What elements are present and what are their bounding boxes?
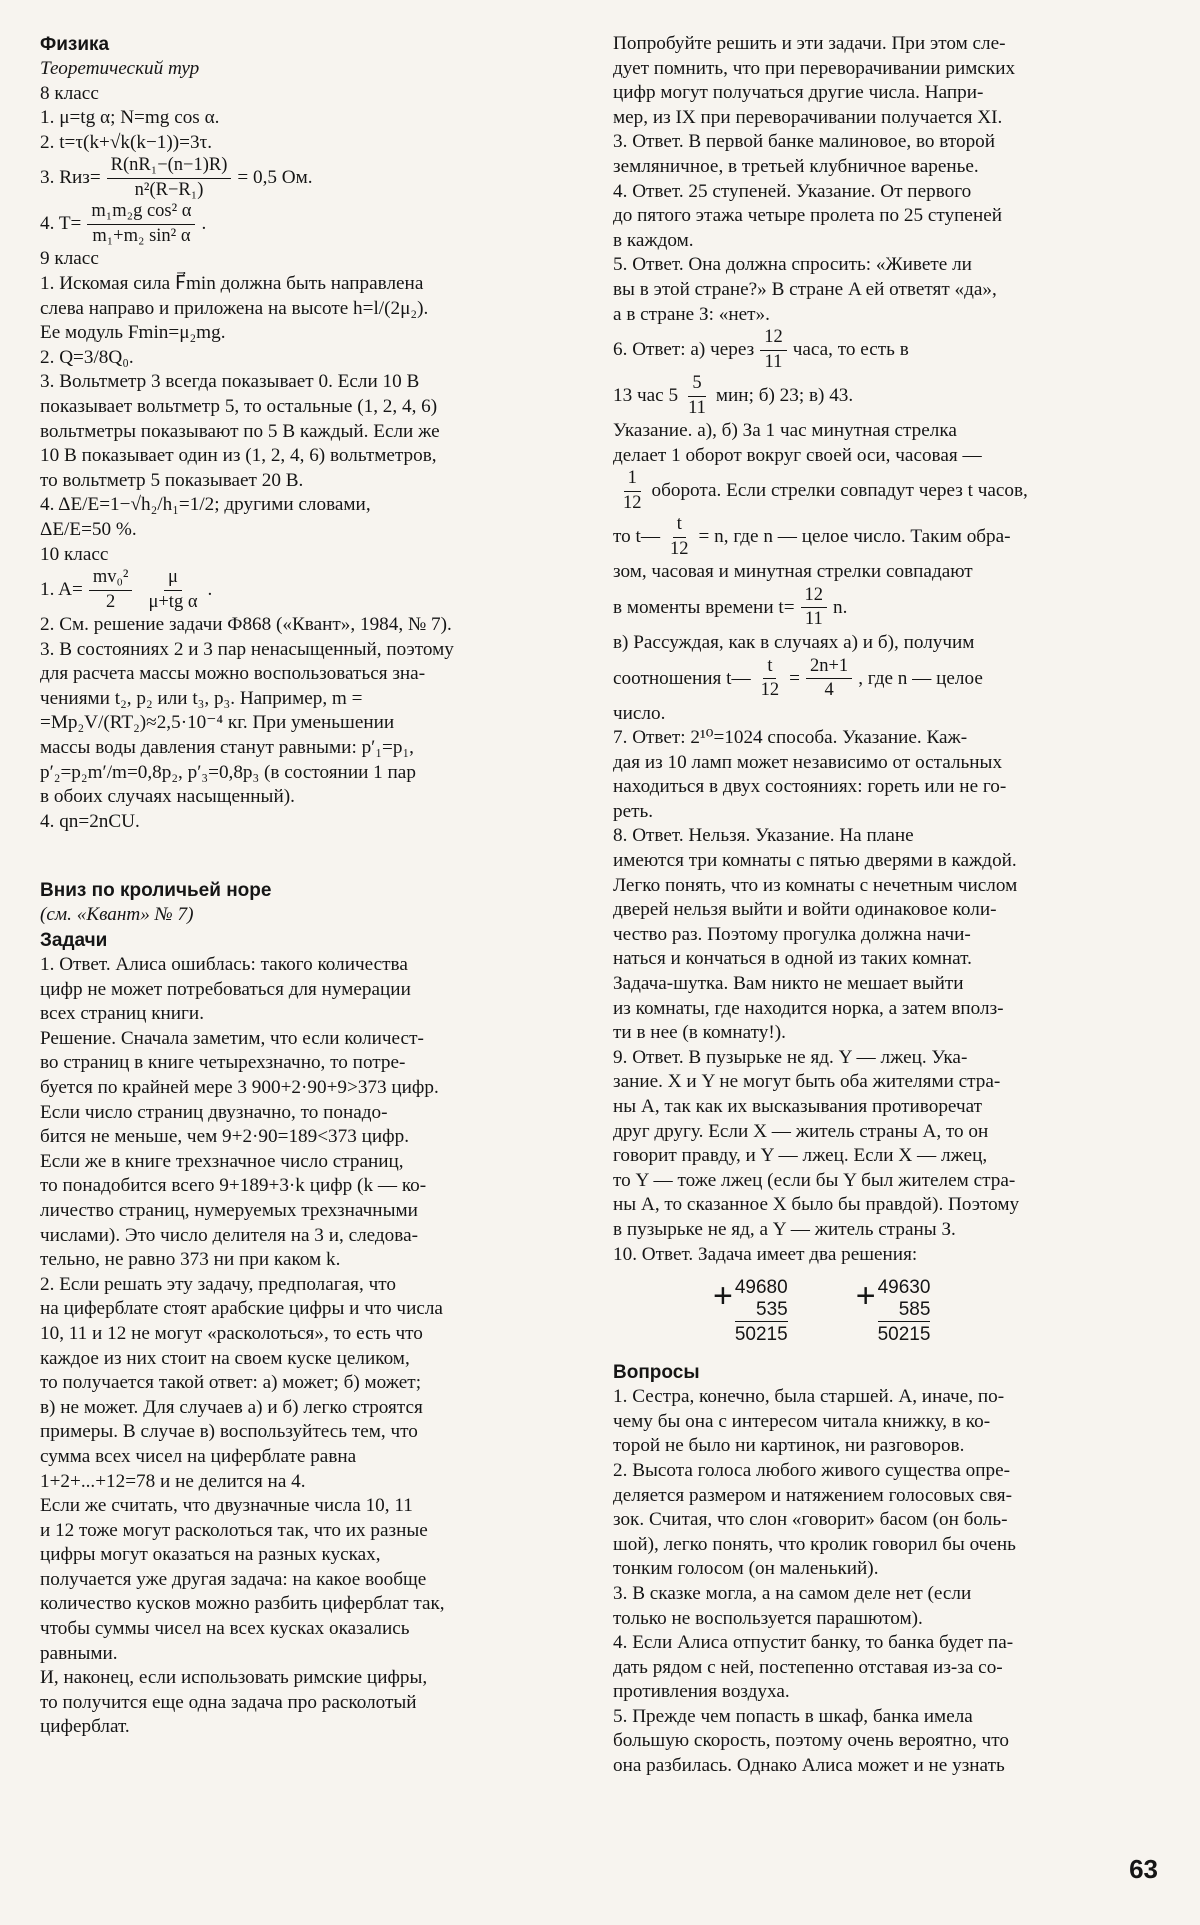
article-title: Вниз по кроличьей норе (40, 880, 272, 902)
text-line: в) Рассуждая, как в случаях а) и б), получим (613, 631, 975, 653)
spacer (613, 1267, 1153, 1277)
text-line: 8. Ответ. Нельзя. Указание. На плане (613, 825, 914, 847)
text-line: И, наконец, если использовать римские цифры, (40, 1667, 428, 1689)
text-line: 1+2+...+12=78 и не делится на 4. (40, 1470, 306, 1492)
denominator: n²(R−R₁) (134, 179, 204, 200)
formula (40, 567, 578, 613)
text-line: 5. Ответ. Она должна спросить: «Живете ли (613, 254, 972, 276)
fraction (87, 202, 195, 246)
fraction (666, 515, 693, 559)
text-line: 4. ΔE/E=1−√h₂/h₁=1/2; другими словами, (40, 494, 371, 516)
text-line: то получается такой ответ: а) может; б) может; (40, 1372, 422, 1394)
text-line: и 12 тоже могут расколоться так, что их разные (40, 1519, 428, 1541)
addition-column (713, 1277, 788, 1346)
formula-text: часа, то есть в (792, 339, 909, 361)
text-line: 1. μ=tg α; N=mg cos α. (40, 107, 220, 129)
grade-heading: 9 класс (40, 248, 99, 270)
text-line: 1. Ответ. Алиса ошиблась: такого количества (40, 954, 408, 976)
denominator: 12 (760, 680, 780, 700)
denominator: 12 (623, 492, 642, 513)
text-line: цифры могут оказаться на разных кусках, (40, 1544, 381, 1566)
text-line: только не воспользуется парашютом). (613, 1607, 923, 1629)
addition-examples (713, 1277, 1153, 1346)
formula-text: мин; б) 23; в) 43. (715, 385, 854, 407)
denominator: m₁+m₂ sin² α (92, 225, 191, 246)
text-line: 2. Q=3/8Q₀. (40, 346, 134, 368)
numerator: m₁m₂g cos² α (87, 202, 195, 224)
text-line: слева направо и приложена на высоте h=l/(2μ₂). (40, 297, 429, 319)
formula-text: = (789, 667, 800, 689)
formula-text: соотношения t— (613, 667, 751, 689)
text-line: Решение. Сначала заметим, что если количест- (40, 1027, 424, 1049)
text-line: 3. Вольтметр 3 всегда показывает 0. Если 10 В (40, 371, 420, 393)
formula (40, 155, 578, 201)
formula-text: оборота. Если стрелки совпадут через t часов, (651, 480, 1028, 502)
text-line: 3. В состояниях 2 и 3 пар ненасыщенный, поэтому (40, 638, 454, 660)
formula-text: . (201, 213, 207, 235)
subsection-title: Вопросы (613, 1362, 700, 1384)
numerator: R(nR₁−(n−1)R) (107, 156, 232, 178)
formula-text: 6. Ответ: а) через (613, 339, 755, 361)
text-line: 3. В сказке могла, а на самом деле нет (если (613, 1582, 972, 1604)
numerator: 5 (688, 374, 705, 396)
text-line: Если же в книге трехзначное число страниц, (40, 1150, 404, 1172)
text-line: в каждом. (613, 229, 694, 251)
denominator: 11 (764, 351, 783, 372)
text-line: она разбилась. Однако Алиса может и не узнать (613, 1755, 1005, 1777)
text-line: 1. Сестра, конечно, была старшей. А, иначе, по- (613, 1386, 1005, 1408)
section-subtitle: Теоретический тур (40, 58, 200, 79)
text-line: большую скорость, поэтому очень вероятно, что (613, 1730, 1009, 1752)
fraction (806, 657, 852, 701)
denominator: 11 (688, 397, 706, 418)
formula (613, 585, 1153, 631)
text-line: зание. X и Y не могут быть оба жителями стра- (613, 1071, 1001, 1093)
grade-heading: 8 класс (40, 82, 99, 104)
plus-sign: + (713, 1277, 733, 1316)
text-line: 10, 11 и 12 не могут «расколоться», то есть что (40, 1322, 423, 1344)
text-line: 1. Искомая сила F⃗min должна быть направлена (40, 272, 424, 294)
text-line: 10. Ответ. Задача имеет два решения: (613, 1243, 918, 1265)
text-line: вы в этой стране?» В стране A ей ответят «да», (613, 278, 997, 300)
formula (613, 373, 1153, 419)
text-line: циферблат. (40, 1716, 130, 1738)
text-line: то вольтметр 5 показывает 20 В. (40, 469, 304, 491)
numerator: t (763, 657, 776, 679)
text-line: делает 1 оборот вокруг своей оси, часовая — (613, 444, 982, 466)
spacer (613, 1346, 1153, 1360)
text-line: получается уже другая задача: на какое вообще (40, 1568, 427, 1590)
formula-text: n. (833, 596, 848, 618)
formula-text: = 0,5 Ом. (237, 167, 313, 189)
text-line: чтобы суммы чисел на всех кусках оказались (40, 1618, 410, 1640)
numerator: 12 (760, 328, 787, 350)
text-line: числами). Это число делителя на 3 и, следова- (40, 1224, 418, 1246)
text-line: для расчета массы можно воспользоваться зна- (40, 663, 426, 685)
spacer (40, 834, 578, 878)
text-line: 10 В показывает один из (1, 2, 4, 6) вольтметров, (40, 445, 437, 467)
text-line: 2. См. решение задачи Ф868 («Квант», 1984, № 7). (40, 614, 452, 636)
text-line: то понадобится всего 9+189+3·k цифр (k — ко- (40, 1175, 427, 1197)
text-line: противления воздуха. (613, 1681, 790, 1703)
fraction (801, 586, 828, 630)
fraction (619, 469, 646, 513)
text-line: сумма всех чисел на циферблате равна (40, 1445, 357, 1467)
formula-text: 1. A= (40, 579, 83, 601)
text-line: торой не было ни картинок, ни разговоров. (613, 1435, 965, 1457)
denominator: 2 (106, 591, 116, 612)
formula-text: , где n — целое (858, 667, 983, 689)
text-line: чему бы она с интересом читала книжку, в ко- (613, 1410, 991, 1432)
text-line: показывает вольтметр 5, то остальные (1, 2, 4, 6) (40, 395, 438, 417)
formula-text: . (207, 579, 213, 601)
text-line: буется по крайней мере 3 900+2·90+9>373 цифр. (40, 1077, 439, 1098)
text-line: число. (613, 702, 666, 724)
formula-text: 3. Rиз= (40, 167, 101, 189)
formula-text: = n, где n — целое число. Таким обра- (698, 526, 1011, 548)
text-line: дая из 10 ламп может независимо от остальных (613, 751, 1003, 773)
text-line: то получится еще одна задача про расколотый (40, 1691, 417, 1713)
text-line: цифр не может потребоваться для нумерации (40, 978, 411, 1000)
plus-sign: + (855, 1277, 876, 1316)
section-title: Физика (40, 34, 110, 55)
text-line: реть. (613, 800, 654, 822)
numerator: μ (164, 568, 182, 590)
denominator: 11 (804, 609, 823, 630)
fraction (684, 374, 710, 418)
grade-heading: 10 класс (40, 543, 109, 565)
text-line: 4. qn=2nCU. (40, 810, 140, 832)
fraction (107, 156, 232, 200)
text-line: дверей нельзя выйти и войти одинаковое коли- (613, 899, 997, 921)
sum-result: 50215 (735, 1321, 788, 1346)
text-line: Ее модуль Fmin=μ₂mg. (40, 322, 226, 344)
formula-text: 13 час 5 (613, 385, 679, 407)
text-line: до пятого этажа четыре пролета по 25 ступеней (613, 205, 1002, 227)
formula-text: то t— (613, 526, 661, 548)
text-line: друг другу. Если X — житель страны A, то он (613, 1120, 989, 1142)
article-reference: (см. «Квант» № 7) (40, 904, 194, 926)
text-line: 4. Ответ. 25 ступеней. Указание. От первого (613, 180, 972, 202)
addition-rows (878, 1277, 931, 1346)
text-line: всех страниц книги. (40, 1003, 204, 1025)
formula (613, 514, 1153, 560)
formula-text: 4. T= (40, 213, 82, 235)
denominator: μ+tg α (148, 591, 198, 612)
text-line: примеры. В случае в) воспользуйтесь тем, что (40, 1421, 418, 1443)
numerator: 1 (624, 469, 641, 491)
fraction (760, 328, 787, 372)
text-line: в) не может. Для случаев а) и б) легко строятся (40, 1396, 423, 1418)
sum-result: 50215 (878, 1321, 931, 1346)
denominator: 12 (670, 538, 689, 559)
text-line: ти в нее (в комнату!). (613, 1022, 786, 1044)
text-line: Легко понять, что из комнаты с нечетным числом (613, 874, 1018, 896)
text-line: 4. Если Алиса отпустит банку, то банка будет па- (613, 1632, 1014, 1654)
text-line: =Mp₂V/(RT₂)≈2,5·10⁻⁴ кг. При уменьшении (40, 712, 395, 734)
text-line: ны A, то сказанное X было бы правдой). Поэтому (613, 1194, 1020, 1216)
text-line: количество кусков можно разбить циферблат так, (40, 1593, 445, 1615)
fraction (757, 657, 784, 701)
text-line: шой), легко понять, что кролик говорил бы очень (613, 1533, 1016, 1555)
text-line: 7. Ответ: 2¹⁰=1024 способа. Указание. Каж- (613, 727, 968, 749)
addend: 535 (756, 1299, 788, 1321)
addend: 49630 (877, 1277, 931, 1299)
text-line: тельно, не равно 373 ни при каком k. (40, 1249, 341, 1271)
text-line: 3. Ответ. В первой банке малиновое, во второй (613, 131, 996, 153)
text-line: 9. Ответ. В пузырьке не яд. Y — лжец. Ука- (613, 1046, 968, 1068)
text-line: равными. (40, 1642, 118, 1664)
text-line: личество страниц, нумеруемых трехзначными (40, 1199, 418, 1221)
formula-text: в моменты времени t= (613, 596, 795, 618)
fraction (89, 568, 133, 612)
text-line: то Y — тоже лжец (если бы Y был жителем стра- (613, 1169, 1016, 1191)
text-line: находиться в двух состояниях: гореть или не го- (613, 776, 1007, 798)
text-line: земляничное, в третьей клубничное варенье. (613, 155, 979, 177)
text-line: 5. Прежде чем попасть в шкаф, банка имела (613, 1705, 973, 1727)
left-column (40, 32, 578, 1740)
numerator: t (673, 515, 686, 537)
numerator: 2n+1 (806, 657, 852, 679)
formula (613, 468, 1153, 514)
text-line: p′₂=p₂m′/m=0,8p₂, p′₃=0,8p₃ (в состоянии 1 пар (40, 761, 416, 783)
text-line: тонким голосом (он маленький). (613, 1558, 879, 1580)
text-line: Задача-шутка. Вам никто не мешает выйти (613, 973, 964, 995)
formula (613, 656, 1153, 702)
text-line: 2. t=τ(k+√k(k−1))=3τ. (40, 131, 213, 153)
text-line: массы воды давления станут равными: p′₁=p₁, (40, 737, 414, 759)
text-line: на циферблате стоят арабские цифры и что числа (40, 1298, 443, 1320)
text-line: вольтметры показывают по 5 В каждый. Если же (40, 420, 440, 442)
text-line: говорит правду, и Y — лжец. Если X — лжец, (613, 1145, 988, 1167)
text-line: Если число страниц двузначно, то понадо- (40, 1101, 388, 1123)
text-line: 2. Высота голоса любого живого существа опре- (613, 1459, 1010, 1481)
text-line: зом, часовая и минутная стрелки совпадают (613, 561, 973, 583)
text-line: деляется размером и натяжением голосовых свя- (613, 1484, 1012, 1506)
text-line: чениями t₂, p₂ или t₃, p₃. Например, m = (40, 687, 363, 709)
subsection-title: Задачи (40, 930, 108, 952)
text-line: каждое из них стоит на своем куске целиком, (40, 1347, 410, 1369)
numerator: 12 (801, 586, 828, 608)
text-line: в пузырьке не яд, а Y — житель страны З. (613, 1218, 956, 1240)
text-line: ны A, так как их высказывания противоречат (613, 1096, 983, 1117)
text-line: дать рядом с ней, постепенно отставая из-за со- (613, 1656, 1003, 1678)
text-line: Попробуйте решить и эти задачи. При этом сле- (613, 33, 1006, 54)
page-number: 63 (1129, 1854, 1158, 1884)
formula (613, 327, 1153, 373)
formula (40, 201, 578, 247)
text-line: из комнаты, где находится норка, а затем вполз- (613, 997, 1004, 1019)
text-line: зок. Считая, что слон «говорит» басом (он боль- (613, 1509, 1008, 1531)
addend: 49680 (734, 1277, 788, 1299)
text-line: а в стране З: «нет». (613, 303, 770, 325)
addend: 585 (898, 1299, 931, 1321)
text-line: бится не меньше, чем 9+2·90=189<373 цифр. (40, 1126, 409, 1148)
numerator: mv₀² (89, 568, 133, 590)
text-line: 2. Если решать эту задачу, предполагая, что (40, 1273, 396, 1295)
text-line: чество раз. Поэтому прогулка должна начи- (613, 923, 971, 945)
denominator: 4 (824, 680, 834, 700)
fraction (144, 568, 201, 612)
text-line: мер, из IX при переворачивании получается XI. (613, 106, 1003, 128)
text-line: ΔE/E=50 %. (40, 518, 137, 540)
right-column (613, 32, 1153, 1779)
text-line: в обоих случаях насыщенный). (40, 786, 295, 808)
addition-column (856, 1277, 931, 1346)
text-line: наться и кончаться в одной из таких комнат. (613, 948, 972, 970)
text-line: имеются три комнаты с пятью дверями в каждой. (613, 850, 1017, 872)
text-line: цифр могут получаться другие числа. Напри- (613, 82, 984, 104)
text-line: Если же считать, что двузначные числа 10, 11 (40, 1495, 413, 1517)
text-line: Указание. а), б) За 1 час минутная стрелка (613, 420, 957, 442)
addition-rows (735, 1277, 788, 1346)
text-line: дует помнить, что при переворачивании римских (613, 57, 1016, 79)
text-line: во страниц в книге четырехзначно, то потре- (40, 1052, 406, 1074)
